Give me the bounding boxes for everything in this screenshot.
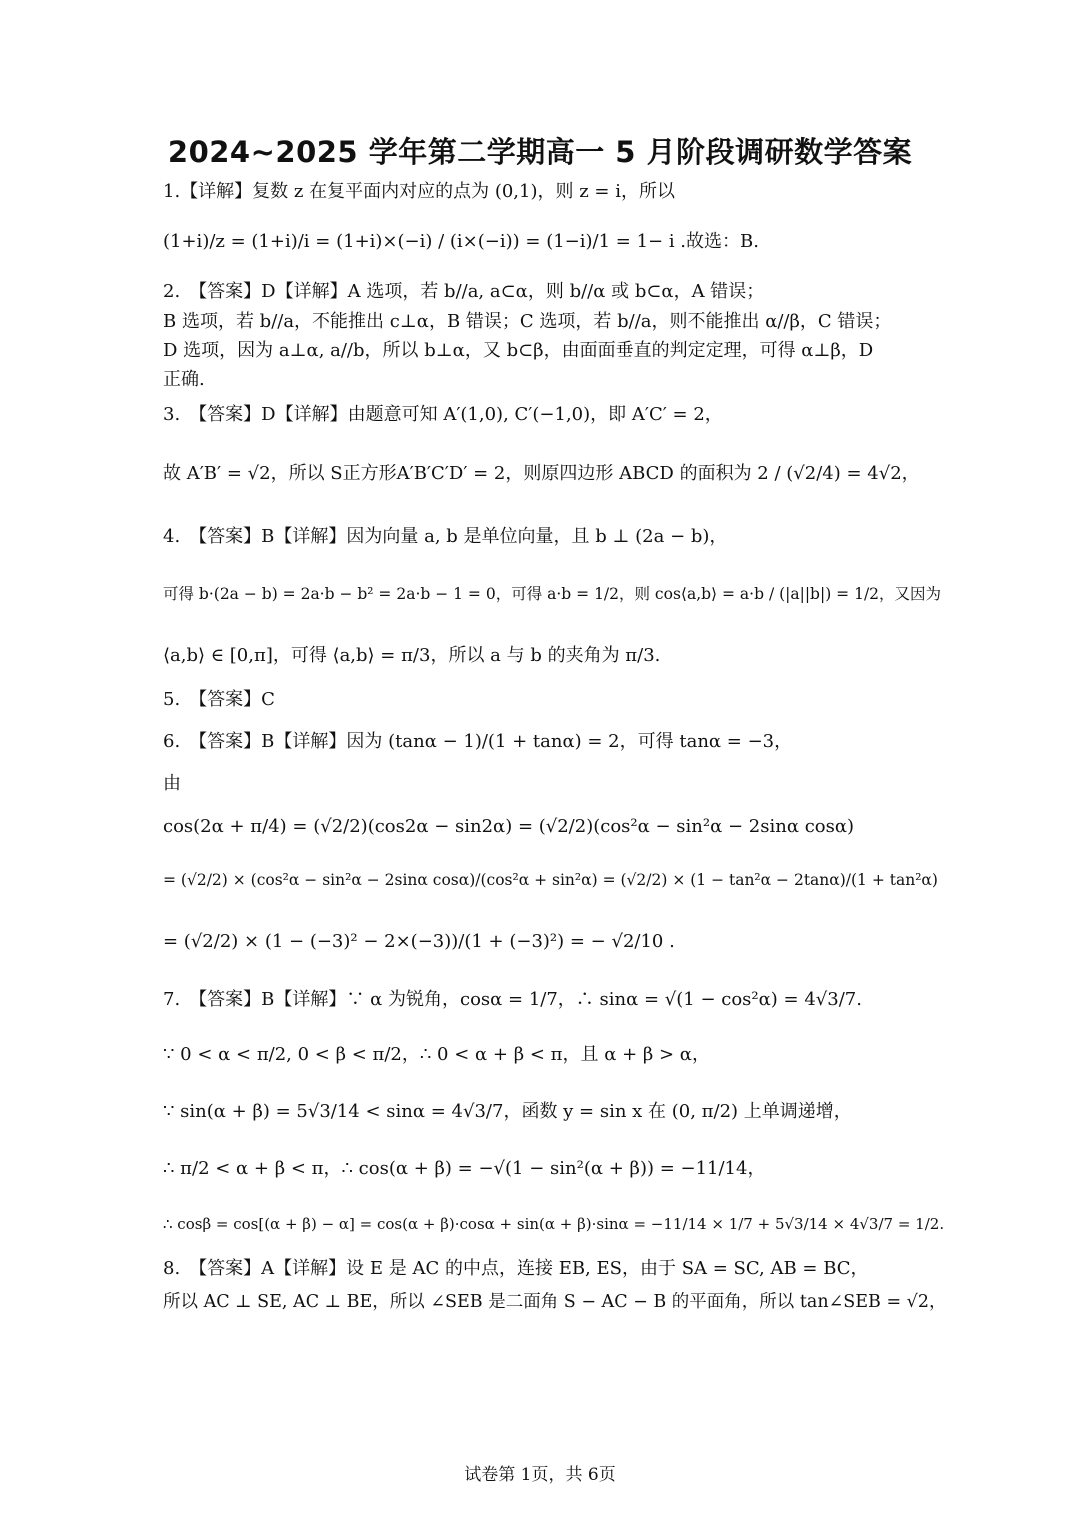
- answer-line: 所以 AC ⊥ SE, AC ⊥ BE，所以 ∠SEB 是二面角 S − AC − B 的平面角，所以 tan∠SEB = √2，: [163, 1292, 947, 1312]
- answer-line: ∵ 0 < α < π/2, 0 < β < π/2，∴ 0 < α + β < π，且 α + β > α，: [163, 1044, 710, 1065]
- answer-line: (1+i)/z = (1+i)/i = (1+i)×(−i) / (i×(−i)) = (1−i)/1 = 1− i .故选：B.: [163, 231, 759, 252]
- answer-line: 8. 【答案】A【详解】设 E 是 AC 的中点，连接 EB, ES，由于 SA = SC, AB = BC，: [163, 1258, 869, 1279]
- answer-line: B 选项，若 b//a，不能推出 c⊥α，B 错误；C 选项，若 b//a，则不能推出 α//β，C 错误；: [163, 311, 892, 332]
- answer-line: ∴ π/2 < α + β < π，∴ cos(α + β) = −√(1 − sin²(α + β)) = −11/14，: [163, 1158, 766, 1179]
- answer-line: 4. 【答案】B【详解】因为向量 a, b 是单位向量，且 b ⊥ (2a − b)，: [163, 526, 728, 547]
- answer-line: 3. 【答案】D【详解】由题意可知 A′(1,0), C′(−1,0)，即 A′C′ = 2，: [163, 404, 723, 425]
- answer-line: 2. 【答案】D【详解】A 选项，若 b//a, a⊂α，则 b//α 或 b⊂α，A 错误；: [163, 281, 765, 302]
- answer-line: ∵ sin(α + β) = 5√3/14 < sinα = 4√3/7，函数 y = sin x 在 (0, π/2) 上单调递增，: [163, 1101, 852, 1122]
- answer-line: ⟨a,b⟩ ∈ [0,π]，可得 ⟨a,b⟩ = π/3，所以 a 与 b 的夹角为 π/3.: [163, 645, 661, 666]
- answer-line: 可得 b·(2a − b) = 2a·b − b² = 2a·b − 1 = 0，可得 a·b = 1/2，则 cos⟨a,b⟩ = a·b / (|a||b|) = 1/2，又因为: [163, 585, 942, 603]
- page-title: 2024~2025 学年第二学期高一 5 月阶段调研数学答案: [167, 135, 913, 169]
- page-footer: 试卷第 1页，共 6页: [464, 1465, 616, 1485]
- answer-line: = (√2/2) × (1 − (−3)² − 2×(−3))/(1 + (−3)²) = − √2/10 .: [163, 931, 675, 952]
- answer-line: cos(2α + π/4) = (√2/2)(cos2α − sin2α) = (√2/2)(cos²α − sin²α − 2sinα cosα): [163, 816, 855, 837]
- answer-line: D 选项，因为 a⊥α, a//b，所以 b⊥α，又 b⊂β，由面面垂直的判定定理，可得 α⊥β，D: [163, 340, 874, 361]
- answer-line: 1.【详解】复数 z 在复平面内对应的点为 (0,1)，则 z = i，所以: [163, 181, 675, 202]
- answer-line: 6. 【答案】B【详解】因为 (tanα − 1)/(1 + tanα) = 2，可得 tanα = −3，: [163, 731, 793, 752]
- answer-line: 由: [163, 773, 181, 794]
- answer-line: 7. 【答案】B【详解】∵ α 为锐角，cosα = 1/7，∴ sinα = √(1 − cos²α) = 4√3/7.: [163, 989, 862, 1010]
- answer-line: 5. 【答案】C: [163, 689, 275, 710]
- answer-line: 故 A′B′ = √2，所以 S正方形A′B′C′D′ = 2，则原四边形 ABCD 的面积为 2 / (√2/4) = 4√2，: [163, 463, 920, 484]
- answer-line: 正确.: [163, 369, 205, 390]
- answer-line: ∴ cosβ = cos[(α + β) − α] = cos(α + β)·cosα + sin(α + β)·sinα = −11/14 × 1/7 + 5√3/14 × 4√3/7 = 1/2.: [163, 1215, 945, 1233]
- answer-line: = (√2/2) × (cos²α − sin²α − 2sinα cosα)/(cos²α + sin²α) = (√2/2) × (1 − tan²α − 2tanα)/(1 + tan²α): [163, 871, 938, 889]
